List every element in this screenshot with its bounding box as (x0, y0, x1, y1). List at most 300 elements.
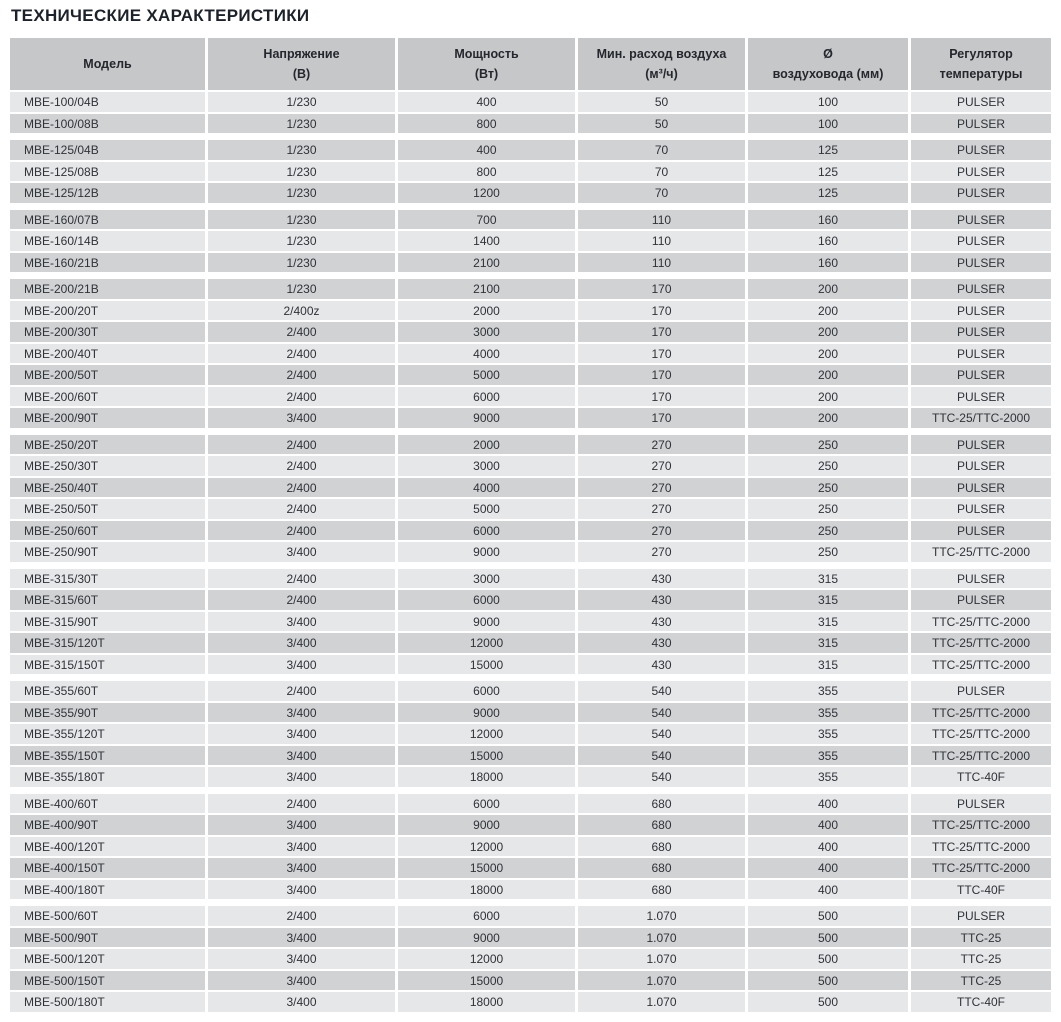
cell-model: MBE-200/30T (10, 322, 205, 342)
cell-power: 9000 (398, 928, 575, 948)
cell-temp-regulator: TTC-25 (911, 949, 1051, 969)
cell-duct-diameter: 315 (748, 655, 908, 675)
cell-duct-diameter: 500 (748, 971, 908, 991)
cell-airflow: 1.070 (578, 971, 745, 991)
cell-duct-diameter: 500 (748, 906, 908, 926)
cell-temp-regulator: PULSER (911, 301, 1051, 321)
header-label-line1: Регулятор (949, 47, 1013, 62)
table-row (10, 858, 1051, 878)
cell-duct-diameter: 200 (748, 301, 908, 321)
cell-temp-regulator: PULSER (911, 521, 1051, 541)
cell-duct-diameter: 315 (748, 612, 908, 632)
table-row (10, 949, 1051, 969)
table-row (10, 231, 1051, 251)
cell-voltage: 3/400 (208, 612, 395, 632)
cell-power: 2000 (398, 435, 575, 455)
cell-duct-diameter: 355 (748, 681, 908, 701)
cell-duct-diameter: 160 (748, 231, 908, 251)
cell-duct-diameter: 125 (748, 183, 908, 203)
cell-model: MBE-160/21B (10, 253, 205, 273)
cell-model: MBE-500/90T (10, 928, 205, 948)
cell-model: MBE-315/30T (10, 569, 205, 589)
cell-airflow: 270 (578, 542, 745, 562)
cell-duct-diameter: 200 (748, 408, 908, 428)
cell-model: MBE-315/120T (10, 633, 205, 653)
cell-power: 6000 (398, 681, 575, 701)
header-cell-airflow (578, 38, 745, 90)
cell-airflow: 1.070 (578, 906, 745, 926)
header-label-line1: Ø (823, 47, 833, 62)
cell-model: MBE-400/60T (10, 794, 205, 814)
cell-airflow: 430 (578, 612, 745, 632)
cell-power: 800 (398, 114, 575, 134)
cell-airflow: 540 (578, 746, 745, 766)
cell-voltage: 1/230 (208, 92, 395, 112)
table-row (10, 880, 1051, 900)
cell-temp-regulator: PULSER (911, 344, 1051, 364)
cell-power: 12000 (398, 949, 575, 969)
cell-temp-regulator: PULSER (911, 140, 1051, 160)
header-label-line1: Напряжение (263, 47, 340, 62)
cell-airflow: 680 (578, 880, 745, 900)
cell-model: MBE-355/90T (10, 703, 205, 723)
cell-voltage: 1/230 (208, 231, 395, 251)
cell-airflow: 170 (578, 387, 745, 407)
table-row (10, 279, 1051, 299)
cell-temp-regulator: PULSER (911, 456, 1051, 476)
cell-duct-diameter: 125 (748, 140, 908, 160)
header-cell-temp-regulator (911, 38, 1051, 90)
cell-duct-diameter: 400 (748, 837, 908, 857)
cell-duct-diameter: 355 (748, 746, 908, 766)
cell-power: 3000 (398, 569, 575, 589)
table-row (10, 435, 1051, 455)
cell-voltage: 2/400 (208, 387, 395, 407)
cell-model: MBE-315/90T (10, 612, 205, 632)
cell-duct-diameter: 200 (748, 279, 908, 299)
cell-voltage: 3/400 (208, 858, 395, 878)
cell-airflow: 680 (578, 794, 745, 814)
cell-temp-regulator: TTC-40F (911, 880, 1051, 900)
cell-power: 18000 (398, 880, 575, 900)
cell-duct-diameter: 250 (748, 456, 908, 476)
cell-temp-regulator: TTC-25/TTC-2000 (911, 408, 1051, 428)
header-label-line1: Мин. расход воздуха (596, 47, 727, 62)
cell-duct-diameter: 355 (748, 767, 908, 787)
cell-duct-diameter: 250 (748, 478, 908, 498)
cell-power: 400 (398, 140, 575, 160)
cell-power: 9000 (398, 408, 575, 428)
cell-model: MBE-315/150T (10, 655, 205, 675)
table-row (10, 162, 1051, 182)
table-row (10, 387, 1051, 407)
cell-model: MBE-400/120T (10, 837, 205, 857)
table-row (10, 542, 1051, 562)
cell-voltage: 2/400 (208, 365, 395, 385)
cell-airflow: 540 (578, 703, 745, 723)
cell-power: 9000 (398, 542, 575, 562)
cell-temp-regulator: PULSER (911, 387, 1051, 407)
cell-temp-regulator: TTC-25/TTC-2000 (911, 724, 1051, 744)
cell-model: MBE-250/90T (10, 542, 205, 562)
cell-airflow: 430 (578, 655, 745, 675)
cell-power: 12000 (398, 837, 575, 857)
cell-duct-diameter: 200 (748, 344, 908, 364)
table-row (10, 569, 1051, 589)
cell-power: 18000 (398, 767, 575, 787)
cell-temp-regulator: PULSER (911, 279, 1051, 299)
cell-voltage: 1/230 (208, 210, 395, 230)
table-row (10, 322, 1051, 342)
cell-temp-regulator: PULSER (911, 794, 1051, 814)
cell-model: MBE-500/120T (10, 949, 205, 969)
header-cell-model (10, 38, 205, 90)
header-label-line2: (Вт) (474, 67, 499, 82)
cell-temp-regulator: TTC-25/TTC-2000 (911, 837, 1051, 857)
cell-airflow: 270 (578, 499, 745, 519)
table-row (10, 992, 1051, 1012)
cell-power: 6000 (398, 794, 575, 814)
cell-airflow: 70 (578, 140, 745, 160)
cell-airflow: 170 (578, 408, 745, 428)
cell-voltage: 2/400 (208, 521, 395, 541)
cell-model: MBE-500/180T (10, 992, 205, 1012)
cell-model: MBE-355/120T (10, 724, 205, 744)
cell-voltage: 2/400 (208, 499, 395, 519)
cell-power: 6000 (398, 906, 575, 926)
cell-temp-regulator: PULSER (911, 681, 1051, 701)
cell-temp-regulator: PULSER (911, 322, 1051, 342)
table-row (10, 408, 1051, 428)
cell-voltage: 3/400 (208, 703, 395, 723)
cell-temp-regulator: PULSER (911, 162, 1051, 182)
header-label-line2: воздуховода (мм) (772, 67, 884, 82)
cell-temp-regulator: TTC-25 (911, 971, 1051, 991)
cell-model: MBE-500/150T (10, 971, 205, 991)
table-row (10, 767, 1051, 787)
cell-voltage: 2/400 (208, 456, 395, 476)
cell-model: MBE-355/180T (10, 767, 205, 787)
table-row (10, 703, 1051, 723)
cell-model: MBE-125/04B (10, 140, 205, 160)
cell-power: 12000 (398, 724, 575, 744)
cell-temp-regulator: TTC-40F (911, 992, 1051, 1012)
header-cell-voltage (208, 38, 395, 90)
cell-duct-diameter: 500 (748, 928, 908, 948)
cell-model: MBE-250/40T (10, 478, 205, 498)
cell-airflow: 680 (578, 837, 745, 857)
cell-duct-diameter: 250 (748, 542, 908, 562)
cell-duct-diameter: 200 (748, 387, 908, 407)
table-row (10, 114, 1051, 134)
cell-voltage: 2/400 (208, 906, 395, 926)
table-row (10, 140, 1051, 160)
cell-airflow: 270 (578, 521, 745, 541)
header-cell-duct-diameter (748, 38, 908, 90)
table-row (10, 746, 1051, 766)
cell-temp-regulator: PULSER (911, 253, 1051, 273)
cell-power: 15000 (398, 746, 575, 766)
cell-power: 6000 (398, 521, 575, 541)
cell-airflow: 170 (578, 301, 745, 321)
header-cell-power (398, 38, 575, 90)
table-row (10, 971, 1051, 991)
cell-voltage: 3/400 (208, 992, 395, 1012)
cell-temp-regulator: TTC-25/TTC-2000 (911, 858, 1051, 878)
cell-airflow: 170 (578, 279, 745, 299)
cell-power: 1200 (398, 183, 575, 203)
cell-airflow: 540 (578, 724, 745, 744)
header-label-line2: (В) (292, 67, 311, 82)
table-row (10, 183, 1051, 203)
cell-model: MBE-400/180T (10, 880, 205, 900)
cell-power: 5000 (398, 365, 575, 385)
cell-model: MBE-250/30T (10, 456, 205, 476)
cell-model: MBE-200/60T (10, 387, 205, 407)
cell-power: 4000 (398, 478, 575, 498)
cell-temp-regulator: PULSER (911, 906, 1051, 926)
cell-temp-regulator: TTC-25/TTC-2000 (911, 746, 1051, 766)
cell-airflow: 70 (578, 183, 745, 203)
cell-duct-diameter: 500 (748, 949, 908, 969)
cell-temp-regulator: PULSER (911, 210, 1051, 230)
cell-temp-regulator: PULSER (911, 365, 1051, 385)
cell-airflow: 540 (578, 767, 745, 787)
cell-duct-diameter: 355 (748, 724, 908, 744)
cell-duct-diameter: 200 (748, 365, 908, 385)
cell-voltage: 3/400 (208, 746, 395, 766)
cell-airflow: 110 (578, 210, 745, 230)
cell-duct-diameter: 400 (748, 880, 908, 900)
cell-voltage: 3/400 (208, 542, 395, 562)
cell-voltage: 3/400 (208, 633, 395, 653)
cell-model: MBE-500/60T (10, 906, 205, 926)
cell-airflow: 50 (578, 114, 745, 134)
cell-voltage: 3/400 (208, 815, 395, 835)
cell-duct-diameter: 400 (748, 815, 908, 835)
cell-airflow: 1.070 (578, 992, 745, 1012)
cell-duct-diameter: 315 (748, 590, 908, 610)
cell-duct-diameter: 125 (748, 162, 908, 182)
table-row (10, 928, 1051, 948)
header-label-line2: (м³/ч) (645, 67, 678, 82)
table-row (10, 253, 1051, 273)
cell-airflow: 270 (578, 435, 745, 455)
cell-duct-diameter: 400 (748, 858, 908, 878)
cell-duct-diameter: 250 (748, 521, 908, 541)
cell-model: MBE-200/50T (10, 365, 205, 385)
cell-power: 2000 (398, 301, 575, 321)
cell-voltage: 3/400 (208, 408, 395, 428)
cell-power: 3000 (398, 322, 575, 342)
cell-power: 15000 (398, 655, 575, 675)
cell-airflow: 170 (578, 344, 745, 364)
cell-voltage: 3/400 (208, 767, 395, 787)
cell-model: MBE-125/08B (10, 162, 205, 182)
cell-voltage: 1/230 (208, 140, 395, 160)
cell-airflow: 170 (578, 322, 745, 342)
cell-power: 18000 (398, 992, 575, 1012)
cell-temp-regulator: PULSER (911, 569, 1051, 589)
cell-temp-regulator: PULSER (911, 590, 1051, 610)
table-row (10, 724, 1051, 744)
cell-voltage: 3/400 (208, 655, 395, 675)
cell-voltage: 2/400 (208, 322, 395, 342)
cell-duct-diameter: 250 (748, 499, 908, 519)
cell-power: 700 (398, 210, 575, 230)
cell-airflow: 680 (578, 858, 745, 878)
cell-duct-diameter: 355 (748, 703, 908, 723)
cell-power: 9000 (398, 815, 575, 835)
cell-airflow: 540 (578, 681, 745, 701)
cell-airflow: 1.070 (578, 928, 745, 948)
cell-airflow: 110 (578, 231, 745, 251)
cell-voltage: 1/230 (208, 253, 395, 273)
cell-temp-regulator: PULSER (911, 92, 1051, 112)
cell-airflow: 170 (578, 365, 745, 385)
table-row (10, 521, 1051, 541)
cell-model: MBE-100/04B (10, 92, 205, 112)
cell-voltage: 2/400 (208, 435, 395, 455)
table-row (10, 794, 1051, 814)
cell-airflow: 1.070 (578, 949, 745, 969)
cell-power: 9000 (398, 703, 575, 723)
table-row (10, 478, 1051, 498)
cell-power: 3000 (398, 456, 575, 476)
cell-voltage: 3/400 (208, 949, 395, 969)
cell-voltage: 2/400 (208, 590, 395, 610)
cell-voltage: 1/230 (208, 279, 395, 299)
cell-airflow: 110 (578, 253, 745, 273)
cell-power: 800 (398, 162, 575, 182)
cell-model: MBE-355/150T (10, 746, 205, 766)
cell-power: 9000 (398, 612, 575, 632)
cell-model: MBE-250/20T (10, 435, 205, 455)
cell-airflow: 270 (578, 456, 745, 476)
cell-power: 2100 (398, 279, 575, 299)
cell-power: 2100 (398, 253, 575, 273)
table-row (10, 681, 1051, 701)
cell-model: MBE-250/60T (10, 521, 205, 541)
cell-voltage: 3/400 (208, 837, 395, 857)
cell-model: MBE-100/08B (10, 114, 205, 134)
table-row (10, 92, 1051, 112)
cell-voltage: 3/400 (208, 928, 395, 948)
table-row (10, 344, 1051, 364)
cell-voltage: 2/400 (208, 794, 395, 814)
cell-voltage: 3/400 (208, 724, 395, 744)
cell-airflow: 430 (578, 590, 745, 610)
header-label-line2: температуры (939, 67, 1023, 82)
cell-voltage: 3/400 (208, 971, 395, 991)
table-header (10, 38, 1051, 90)
cell-duct-diameter: 100 (748, 114, 908, 134)
cell-duct-diameter: 315 (748, 569, 908, 589)
table-row (10, 590, 1051, 610)
cell-temp-regulator: PULSER (911, 183, 1051, 203)
cell-model: MBE-200/20T (10, 301, 205, 321)
header-label-line1: Модель (83, 57, 132, 72)
cell-model: MBE-160/07B (10, 210, 205, 230)
table-row (10, 815, 1051, 835)
cell-model: MBE-200/90T (10, 408, 205, 428)
header-label-line1: Мощность (454, 47, 519, 62)
cell-voltage: 2/400 (208, 344, 395, 364)
cell-airflow: 430 (578, 569, 745, 589)
cell-power: 15000 (398, 971, 575, 991)
cell-voltage: 3/400 (208, 880, 395, 900)
cell-model: MBE-400/90T (10, 815, 205, 835)
cell-voltage: 2/400z (208, 301, 395, 321)
cell-model: MBE-250/50T (10, 499, 205, 519)
cell-duct-diameter: 200 (748, 322, 908, 342)
table-row (10, 837, 1051, 857)
cell-voltage: 2/400 (208, 569, 395, 589)
table-row (10, 612, 1051, 632)
table-row (10, 456, 1051, 476)
cell-duct-diameter: 500 (748, 992, 908, 1012)
cell-power: 5000 (398, 499, 575, 519)
table-row (10, 655, 1051, 675)
cell-model: MBE-160/14B (10, 231, 205, 251)
cell-airflow: 430 (578, 633, 745, 653)
table-body (10, 92, 1051, 1012)
table-row (10, 301, 1051, 321)
cell-temp-regulator: PULSER (911, 114, 1051, 134)
cell-power: 1400 (398, 231, 575, 251)
page-title: ТЕХНИЧЕСКИЕ ХАРАКТЕРИСТИКИ (11, 6, 310, 25)
cell-airflow: 70 (578, 162, 745, 182)
cell-voltage: 2/400 (208, 681, 395, 701)
cell-airflow: 270 (578, 478, 745, 498)
table-row (10, 210, 1051, 230)
cell-duct-diameter: 100 (748, 92, 908, 112)
cell-temp-regulator: PULSER (911, 478, 1051, 498)
cell-temp-regulator: TTC-25/TTC-2000 (911, 612, 1051, 632)
cell-temp-regulator: PULSER (911, 231, 1051, 251)
cell-model: MBE-200/21B (10, 279, 205, 299)
cell-power: 6000 (398, 590, 575, 610)
cell-model: MBE-315/60T (10, 590, 205, 610)
table-row (10, 499, 1051, 519)
cell-model: MBE-355/60T (10, 681, 205, 701)
cell-temp-regulator: TTC-25/TTC-2000 (911, 815, 1051, 835)
cell-airflow: 680 (578, 815, 745, 835)
cell-power: 4000 (398, 344, 575, 364)
cell-temp-regulator: TTC-25/TTC-2000 (911, 542, 1051, 562)
specs-table (10, 38, 1051, 1012)
cell-temp-regulator: TTC-25/TTC-2000 (911, 655, 1051, 675)
cell-duct-diameter: 160 (748, 253, 908, 273)
table-row (10, 365, 1051, 385)
cell-model: MBE-125/12B (10, 183, 205, 203)
cell-model: MBE-200/40T (10, 344, 205, 364)
cell-temp-regulator: TTC-25/TTC-2000 (911, 703, 1051, 723)
cell-temp-regulator: PULSER (911, 435, 1051, 455)
cell-duct-diameter: 250 (748, 435, 908, 455)
cell-duct-diameter: 160 (748, 210, 908, 230)
cell-duct-diameter: 315 (748, 633, 908, 653)
cell-voltage: 1/230 (208, 114, 395, 134)
cell-power: 6000 (398, 387, 575, 407)
cell-voltage: 1/230 (208, 183, 395, 203)
cell-duct-diameter: 400 (748, 794, 908, 814)
cell-airflow: 50 (578, 92, 745, 112)
cell-temp-regulator: TTC-40F (911, 767, 1051, 787)
cell-temp-regulator: TTC-25 (911, 928, 1051, 948)
cell-voltage: 2/400 (208, 478, 395, 498)
cell-temp-regulator: TTC-25/TTC-2000 (911, 633, 1051, 653)
